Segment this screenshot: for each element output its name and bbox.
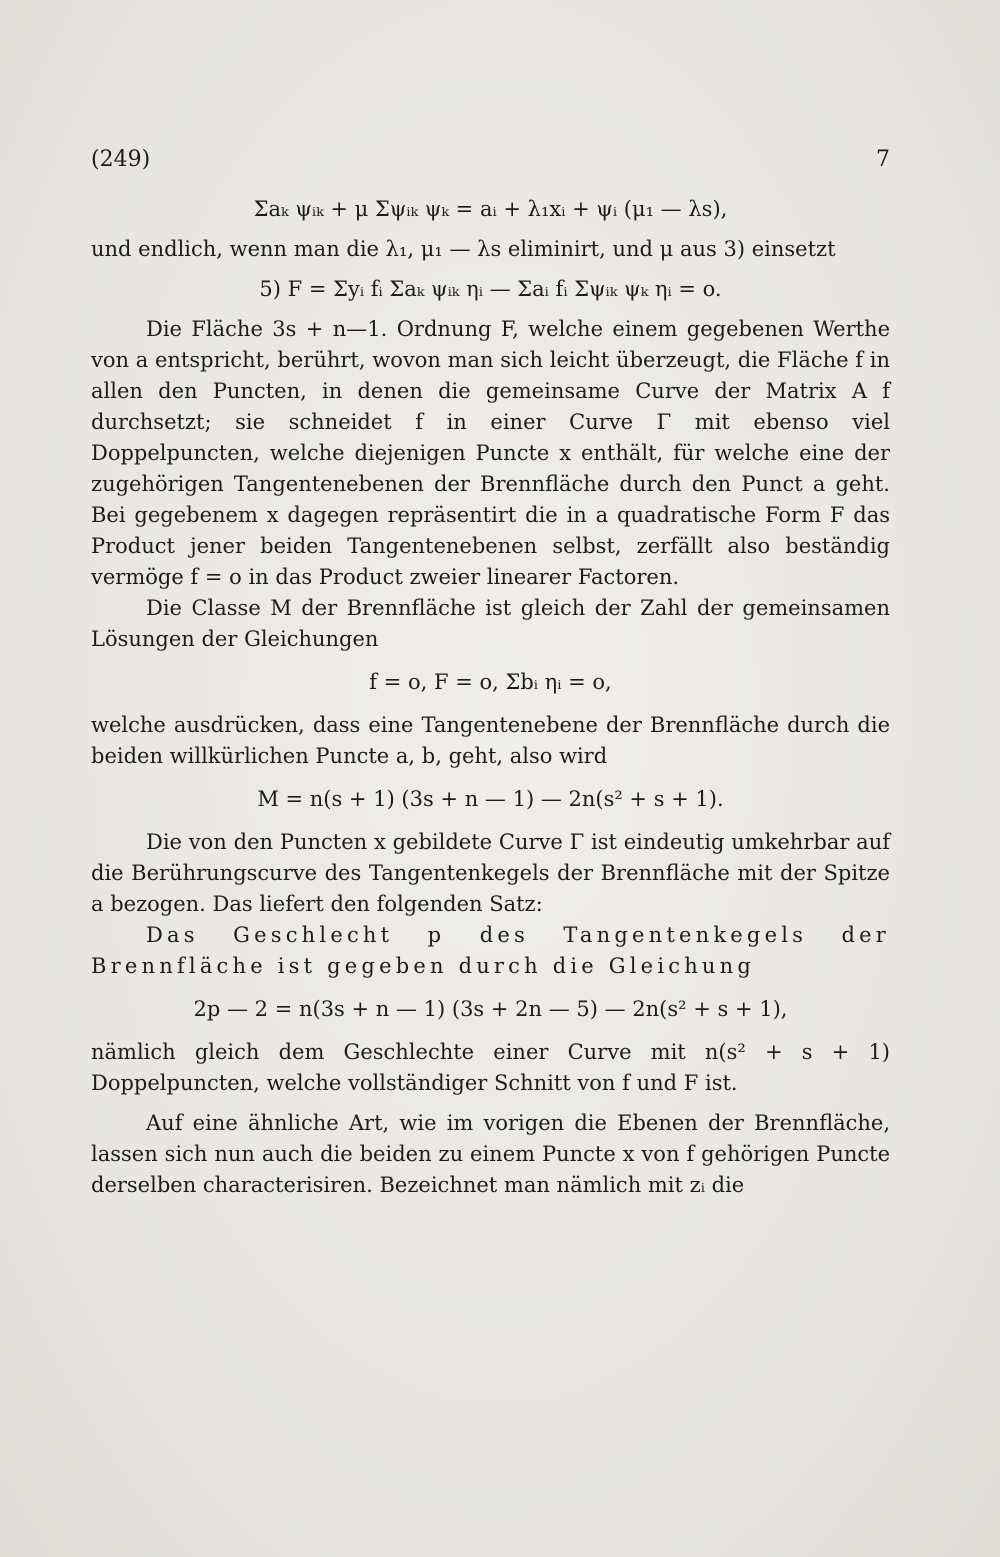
equation-p: 2p — 2 = n(3s + n — 1) (3s + 2n — 5) — 2n(s² + s + 1), bbox=[193, 997, 788, 1021]
running-head bbox=[91, 145, 890, 175]
paragraph-classe: Die Classe M der Brennfläche ist gleich der Zahl der gemeinsamen Lösungen der Gleichungen bbox=[91, 596, 890, 651]
page-number: 7 bbox=[876, 147, 890, 172]
paragraph-naemlich: nämlich gleich dem Geschlechte einer Curve mit n(s² + s + 1) Doppelpuncten, welche vollständiger Schnitt von f und F ist. bbox=[91, 1040, 890, 1095]
paragraph-curve: Die von den Puncten x gebildete Curve Γ ist eindeutig umkehrbar auf die Berührungscurve des Tangentenkegels der Brennfläche mit der Spitze a bezogen. Das liefert den folgenden Satz: bbox=[91, 830, 890, 916]
paragraph-aehnliche: Auf eine ähnliche Art, wie im vorigen die Ebenen der Brennfläche, lassen sich nun auch die beiden zu einem Puncte x von f gehörigen Puncte derselben characterisiren. Bezeichnet man nämlich mit zᵢ die bbox=[91, 1111, 890, 1197]
equation-5: 5) F = Σyᵢ fᵢ Σaₖ ψᵢₖ ηᵢ — Σaᵢ fᵢ Σψᵢₖ ψₖ ηᵢ = o. bbox=[259, 277, 722, 301]
text-block bbox=[91, 194, 890, 1201]
equation-f-F: f = o, F = o, Σbᵢ ηᵢ = o, bbox=[369, 670, 612, 694]
page-number-bracketed: (249) bbox=[91, 147, 151, 172]
paragraph-flaeche: Die Fläche 3s + n—1. Ordnung F, welche einem gegebenen Werthe von a entspricht, berührt, wovon man sich leicht überzeugt, die Fläche f in allen den Puncten, in denen die gemeinsame Curve der Matrix A f durchsetzt; sie schneidet f in einer Curve Γ mit ebenso viel Doppelpuncten, welche diejenigen Puncte x enthält, für welche eine der zugehörigen Tangentenebenen der Brennfläche durch den Punct a geht. Bei gegebenem x dagegen repräsentirt die in a quadratische Form F das Product jener beiden Tangentenebenen selbst, zerfällt also beständig vermöge f = o in das Product zweier linearer Factoren. bbox=[91, 317, 890, 589]
text-line-und: und endlich, wenn man die λ₁, μ₁ — λs eliminirt, und μ aus 3) einsetzt bbox=[91, 237, 836, 261]
paragraph-welche: welche ausdrücken, dass eine Tangentenebene der Brennfläche durch die beiden willkürlichen Puncte a, b, geht, also wird bbox=[91, 713, 890, 768]
equation-top: Σaₖ ψᵢₖ + μ Σψᵢₖ ψₖ = aᵢ + λ₁xᵢ + ψᵢ (μ₁ — λs), bbox=[253, 197, 728, 221]
equation-M: M = n(s + 1) (3s + n — 1) — 2n(s² + s + 1). bbox=[257, 787, 724, 811]
paragraph-geschlecht: Das Geschlecht p des Tangentenkegels der Brennfläche ist gegeben durch die Gleichung bbox=[91, 923, 890, 978]
